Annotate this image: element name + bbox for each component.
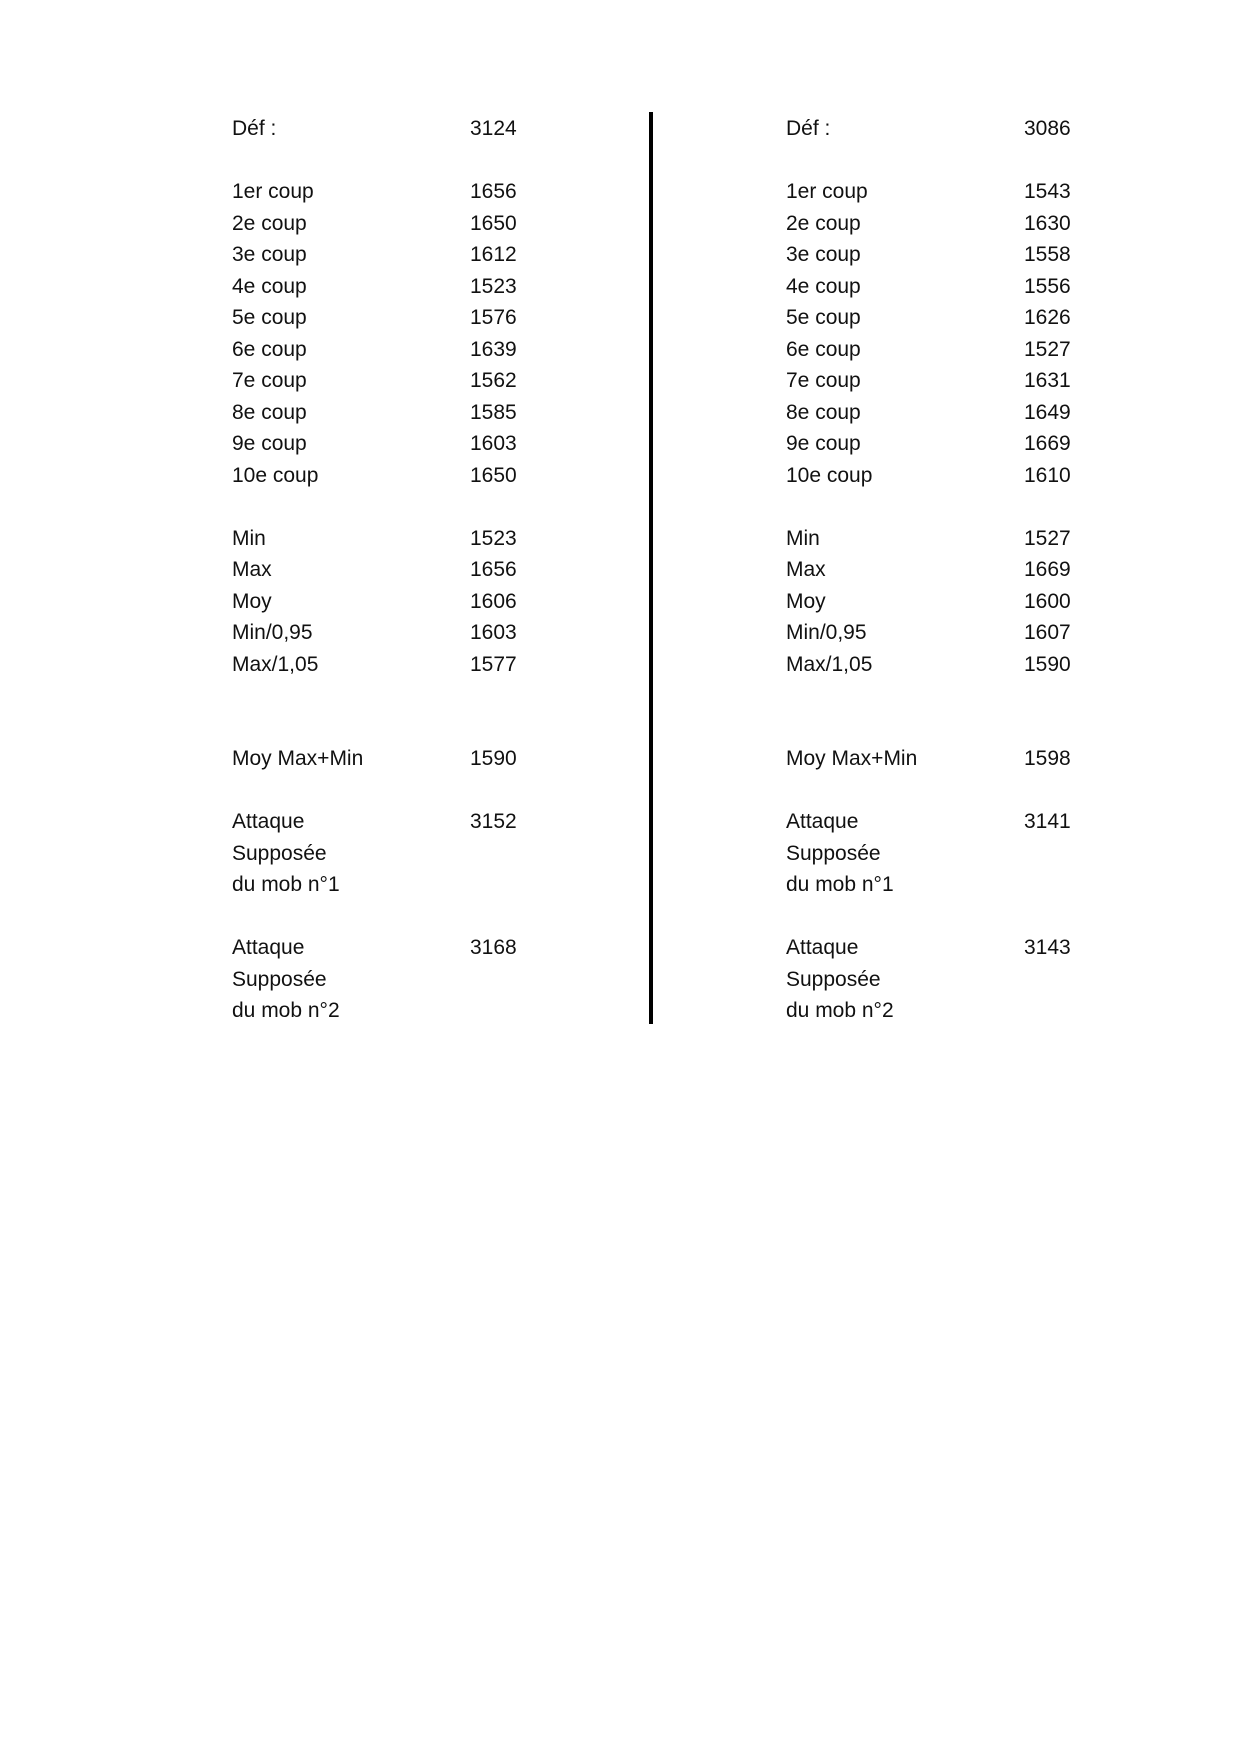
spacer xyxy=(786,712,1086,744)
spacer xyxy=(786,680,1086,712)
coup-value: 1612 xyxy=(470,243,517,266)
coup-value: 1610 xyxy=(1024,463,1071,487)
spacer xyxy=(232,491,532,523)
stat-label: Max xyxy=(786,558,826,581)
coup-value: 1562 xyxy=(470,369,517,392)
coup-value: 1556 xyxy=(1024,274,1071,298)
def-label: Déf : xyxy=(232,117,277,140)
spacer xyxy=(232,775,532,807)
attaque-mob2-row xyxy=(786,964,1086,996)
coup-label: 1er coup xyxy=(786,180,868,203)
stat-label: Max/1,05 xyxy=(232,652,319,676)
coup-row xyxy=(786,208,1086,240)
coup-label: 4e coup xyxy=(786,274,861,298)
coup-label: 4e coup xyxy=(232,274,307,298)
stat-row-max xyxy=(232,554,532,586)
coup-row xyxy=(232,460,532,492)
coup-row xyxy=(786,176,1086,208)
attaque-mob1-value: 3152 xyxy=(470,810,517,833)
coup-label: 2e coup xyxy=(232,211,307,235)
moy-max-min-label: Moy Max+Min xyxy=(232,747,364,770)
coup-label: 8e coup xyxy=(232,400,307,424)
stat-label: Max xyxy=(232,558,272,581)
attaque-mob1-line2: Supposée xyxy=(786,841,881,865)
stat-value: 1577 xyxy=(470,652,517,676)
stat-row-max-105 xyxy=(786,649,1086,681)
coup-row xyxy=(786,334,1086,366)
coup-row xyxy=(232,176,532,208)
coup-row xyxy=(232,239,532,271)
stat-value: 1523 xyxy=(470,526,517,550)
coup-value: 1603 xyxy=(470,432,517,455)
moy-max-min-value: 1598 xyxy=(1024,747,1071,770)
coup-value: 1527 xyxy=(1024,337,1071,361)
coup-label: 10e coup xyxy=(232,463,319,487)
def-value: 3124 xyxy=(470,117,517,140)
coup-label: 10e coup xyxy=(786,463,873,487)
spacer xyxy=(786,775,1086,807)
coup-value: 1585 xyxy=(470,400,517,424)
coup-value: 1656 xyxy=(470,180,517,203)
stat-label: Min xyxy=(232,526,266,550)
coup-value: 1576 xyxy=(470,306,517,329)
attaque-mob1-row xyxy=(786,806,1086,838)
def-value: 3086 xyxy=(1024,117,1071,140)
moy-max-min-label: Moy Max+Min xyxy=(786,747,918,770)
stat-label: Moy xyxy=(786,589,826,613)
coup-value: 1649 xyxy=(1024,400,1071,424)
attaque-mob2-row xyxy=(232,932,532,964)
stat-label: Min/0,95 xyxy=(232,621,313,644)
stat-value: 1603 xyxy=(470,621,517,644)
spacer xyxy=(232,901,532,933)
left-column xyxy=(232,113,532,1027)
attaque-mob2-value: 3143 xyxy=(1024,936,1071,959)
attaque-mob2-row xyxy=(232,964,532,996)
stat-label: Moy xyxy=(232,589,272,613)
coup-row xyxy=(786,302,1086,334)
coup-label: 3e coup xyxy=(232,243,307,266)
stat-label: Min xyxy=(786,526,820,550)
moy-max-min-row xyxy=(232,743,532,775)
attaque-mob1-row xyxy=(786,838,1086,870)
coup-label: 7e coup xyxy=(232,369,307,392)
column-divider xyxy=(649,112,653,1024)
coup-value: 1558 xyxy=(1024,243,1071,266)
attaque-mob2-row xyxy=(232,995,532,1027)
spacer xyxy=(232,712,532,744)
moy-max-min-row xyxy=(786,743,1086,775)
coup-value: 1631 xyxy=(1024,369,1071,392)
stat-label: Min/0,95 xyxy=(786,621,867,644)
attaque-mob2-line3: du mob n°2 xyxy=(232,999,340,1022)
stat-value: 1607 xyxy=(1024,621,1071,644)
coup-label: 7e coup xyxy=(786,369,861,392)
attaque-mob2-line2: Supposée xyxy=(232,967,327,991)
stat-row-min xyxy=(786,523,1086,555)
stat-value: 1527 xyxy=(1024,526,1071,550)
coup-row xyxy=(232,365,532,397)
attaque-mob1-line2: Supposée xyxy=(232,841,327,865)
coup-label: 1er coup xyxy=(232,180,314,203)
coup-row xyxy=(232,397,532,429)
coup-value: 1650 xyxy=(470,463,517,487)
attaque-mob2-line2: Supposée xyxy=(786,967,881,991)
coup-row xyxy=(232,302,532,334)
attaque-mob1-row xyxy=(786,869,1086,901)
stat-row-moy xyxy=(232,586,532,618)
coup-row xyxy=(232,271,532,303)
coup-value: 1543 xyxy=(1024,180,1071,203)
attaque-mob1-row xyxy=(232,806,532,838)
stat-row-max-105 xyxy=(232,649,532,681)
attaque-mob2-line3: du mob n°2 xyxy=(786,999,894,1022)
stat-row-moy xyxy=(786,586,1086,618)
moy-max-min-value: 1590 xyxy=(470,747,517,770)
spacer xyxy=(232,145,532,177)
coup-value: 1523 xyxy=(470,274,517,298)
coup-label: 2e coup xyxy=(786,211,861,235)
coup-row xyxy=(786,365,1086,397)
spacer xyxy=(786,901,1086,933)
coup-label: 5e coup xyxy=(232,306,307,329)
coup-row xyxy=(232,428,532,460)
coup-label: 5e coup xyxy=(786,306,861,329)
coup-row xyxy=(786,428,1086,460)
attaque-mob1-row xyxy=(232,838,532,870)
stat-value: 1669 xyxy=(1024,558,1071,581)
coup-row xyxy=(232,334,532,366)
attaque-mob2-line1: Attaque xyxy=(786,936,859,959)
def-row xyxy=(232,113,532,145)
stat-value: 1600 xyxy=(1024,589,1071,613)
coup-row xyxy=(786,239,1086,271)
stat-row-max xyxy=(786,554,1086,586)
attaque-mob1-value: 3141 xyxy=(1024,810,1071,833)
stat-row-min-095 xyxy=(786,617,1086,649)
def-label: Déf : xyxy=(786,117,831,140)
attaque-mob2-line1: Attaque xyxy=(232,936,305,959)
coup-value: 1626 xyxy=(1024,306,1071,329)
attaque-mob1-row xyxy=(232,869,532,901)
stat-label: Max/1,05 xyxy=(786,652,873,676)
coup-label: 6e coup xyxy=(232,337,307,361)
attaque-mob1-line3: du mob n°1 xyxy=(232,873,340,896)
spacer xyxy=(786,145,1086,177)
coup-label: 9e coup xyxy=(786,432,861,455)
coup-row xyxy=(786,271,1086,303)
attaque-mob1-line1: Attaque xyxy=(232,810,305,833)
attaque-mob2-row xyxy=(786,995,1086,1027)
stat-value: 1590 xyxy=(1024,652,1071,676)
coup-label: 8e coup xyxy=(786,400,861,424)
def-row xyxy=(786,113,1086,145)
coup-value: 1650 xyxy=(470,211,517,235)
stat-value: 1656 xyxy=(470,558,517,581)
attaque-mob1-line3: du mob n°1 xyxy=(786,873,894,896)
coup-row xyxy=(786,460,1086,492)
coup-label: 6e coup xyxy=(786,337,861,361)
right-column xyxy=(786,113,1086,1027)
spacer xyxy=(786,491,1086,523)
coup-value: 1630 xyxy=(1024,211,1071,235)
attaque-mob2-row xyxy=(786,932,1086,964)
coup-label: 3e coup xyxy=(786,243,861,266)
coup-value: 1669 xyxy=(1024,432,1071,455)
attaque-mob2-value: 3168 xyxy=(470,936,517,959)
stat-row-min-095 xyxy=(232,617,532,649)
coup-value: 1639 xyxy=(470,337,517,361)
coup-row xyxy=(786,397,1086,429)
coup-label: 9e coup xyxy=(232,432,307,455)
stat-row-min xyxy=(232,523,532,555)
coup-row xyxy=(232,208,532,240)
attaque-mob1-line1: Attaque xyxy=(786,810,859,833)
stat-value: 1606 xyxy=(470,589,517,613)
spacer xyxy=(232,680,532,712)
